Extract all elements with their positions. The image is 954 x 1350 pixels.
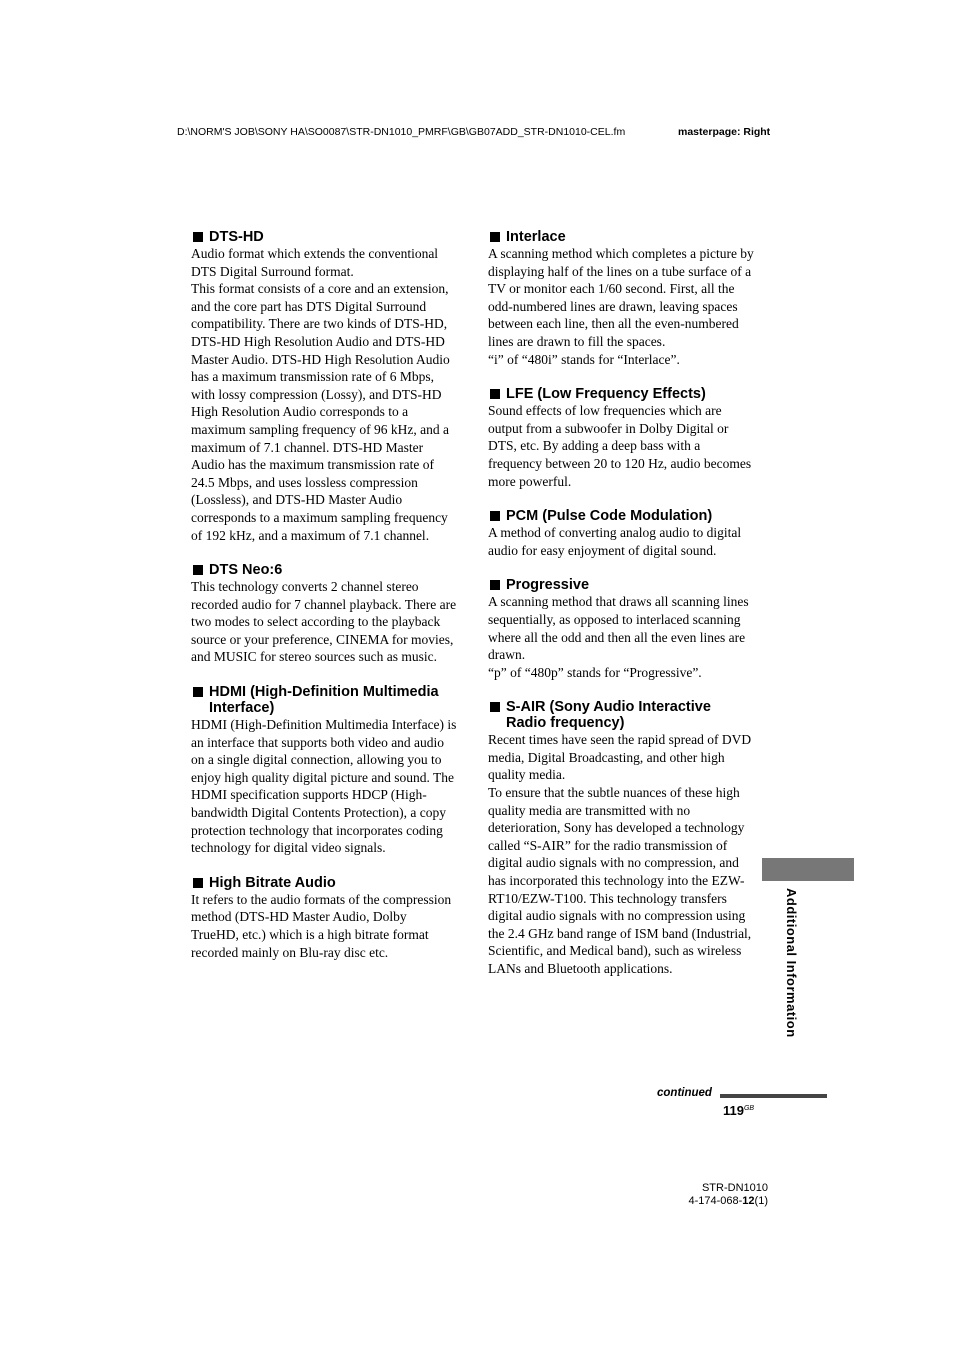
continued-label: continued bbox=[657, 1087, 712, 1099]
footer-model: STR-DN1010 bbox=[701, 1182, 768, 1194]
square-bullet-icon bbox=[193, 687, 203, 697]
entry-heading: LFE (Low Frequency Effects) bbox=[488, 386, 755, 402]
entry-heading: S-AIR (Sony Audio Interactive Radio frequency) bbox=[488, 699, 755, 731]
square-bullet-icon bbox=[193, 565, 203, 575]
section-tab-marker bbox=[762, 858, 854, 881]
entry-heading: Progressive bbox=[488, 577, 755, 593]
entry-paragraph: Sound effects of low frequencies which are output from a subwoofer in Dolby Digital or DTS, etc. By adding a deep bass with a frequency between 20 to 120 Hz, audio becomes more powerful. bbox=[488, 403, 752, 489]
square-bullet-icon bbox=[490, 511, 500, 521]
entry-paragraph: A scanning method that draws all scanning lines sequentially, as opposed to interlaced scanning where all the odd and then all the even lines are drawn. bbox=[488, 594, 749, 663]
footer-model-code bbox=[680, 1182, 768, 1207]
glossary-entry-lfe bbox=[488, 386, 755, 490]
square-bullet-icon bbox=[490, 702, 500, 712]
glossary-entry-hdmi bbox=[191, 684, 457, 857]
entry-paragraph: To ensure that the subtle nuances of these high quality media are transmitted with no deterioration, Sony has developed a technology called “S-AIR” for the radio transmission of digital audio signals with no compression, and has incorporated this technology into the EZW-RT10/EZW-T100. This technology transfers digital audio signals with no compression using the 2.4 GHz band range of ISM band (Industrial, Scientific, and Medical band), such as wireless LANs and Bluetooth applications. bbox=[488, 785, 752, 976]
glossary-entry-high-bitrate-audio bbox=[191, 875, 457, 961]
entry-heading: High Bitrate Audio bbox=[191, 875, 457, 891]
glossary-entry-interlace bbox=[488, 229, 755, 368]
entry-paragraph: A method of converting analog audio to digital audio for easy enjoyment of digital sound. bbox=[488, 525, 742, 558]
entry-heading: PCM (Pulse Code Modulation) bbox=[488, 508, 755, 524]
right-column bbox=[488, 229, 755, 996]
entry-heading: DTS Neo:6 bbox=[191, 562, 457, 578]
continued-rule bbox=[720, 1094, 827, 1098]
left-column bbox=[191, 229, 457, 979]
entry-heading: DTS-HD bbox=[191, 229, 457, 245]
entry-paragraph: This technology converts 2 channel stereo recorded audio for 7 channel playback. There are two modes to select according to the playback source or your preference, CINEMA for movies, and MUSIC for stereo sources such as music. bbox=[191, 579, 457, 665]
glossary-entry-dts-hd bbox=[191, 229, 457, 544]
entry-paragraph: “p” of “480p” stands for “Progressive”. bbox=[488, 664, 702, 680]
glossary-entry-pcm bbox=[488, 508, 755, 559]
square-bullet-icon bbox=[490, 580, 500, 590]
square-bullet-icon bbox=[490, 232, 500, 242]
footer-code: 4-174-068-12(1) bbox=[688, 1194, 768, 1207]
square-bullet-icon bbox=[193, 878, 203, 888]
masterpage-label: masterpage: Right bbox=[678, 126, 771, 138]
entry-paragraph: A scanning method which completes a picture by displaying half of the lines on a tube surface of a TV or monitor each 1/60 second. First, all the odd-numbered lines are drawn, leaving spaces between each line, then all the even-numbered lines are drawn to fill the spaces. bbox=[488, 246, 754, 349]
entry-paragraph: “i” of “480i” stands for “Interlace”. bbox=[488, 351, 680, 367]
entry-paragraph: This format consists of a core and an extension, and the core part has DTS Digital Surround compatibility. There are two kinds of DTS-HD, DTS-HD High Resolution Audio and DTS-HD Master Audio. DTS-HD High Resolution Audio has a maximum transmission rate of 6 Mbps, with lossy compression (Lossy), and DTS-HD High Resolution Audio corresponds to a maximum sampling frequency of 96 kHz, and a maximum of 7.1 channel. DTS-HD Master Audio has the maximum transmission rate of 24.5 Mbps, and uses lossless compression (Lossless), and DTS-HD Master Audio corresponds to a maximum sampling frequency of 192 kHz, and a maximum of 7.1 channel. bbox=[191, 281, 450, 543]
glossary-entry-progressive bbox=[488, 577, 755, 681]
square-bullet-icon bbox=[490, 389, 500, 399]
entry-heading: Interlace bbox=[488, 229, 755, 245]
square-bullet-icon bbox=[193, 232, 203, 242]
entry-paragraph: HDMI (High-Definition Multimedia Interface) is an interface that supports both video and audio on a single digital connection, allowing you to enjoy high quality digital picture and sound. The HDMI specification supports HDCP (High-bandwidth Digital Contents Protection), a copy protection technology that incorporates coding technology for digital video signals. bbox=[191, 717, 457, 856]
glossary-entry-s-air bbox=[488, 699, 755, 977]
entry-paragraph: It refers to the audio formats of the compression method (DTS-HD Master Audio, Dolby TrueHD, etc.) which is a high bitrate format recorded mainly on Blu-ray disc etc. bbox=[191, 891, 452, 960]
entry-heading: HDMI (High-Definition Multimedia Interface) bbox=[191, 684, 457, 716]
page-suffix: GB bbox=[743, 1105, 755, 1112]
page-number: $119^{GB}$ bbox=[723, 1103, 755, 1118]
file-path-header bbox=[177, 126, 777, 138]
entry-paragraph: Recent times have seen the rapid spread of DVD media, Digital Broadcasting, and other high quality media. bbox=[488, 732, 752, 783]
file-path: D:\NORM'S JOB\SONY HA\SO0087\STR-DN1010_PMRF\GB\GB07ADD_STR-DN1010-CEL.fm bbox=[177, 126, 626, 138]
section-side-label: Additional Information bbox=[784, 888, 799, 1038]
entry-paragraph: Audio format which extends the conventional DTS Digital Surround format. bbox=[191, 246, 439, 279]
glossary-entry-dts-neo6 bbox=[191, 562, 457, 666]
